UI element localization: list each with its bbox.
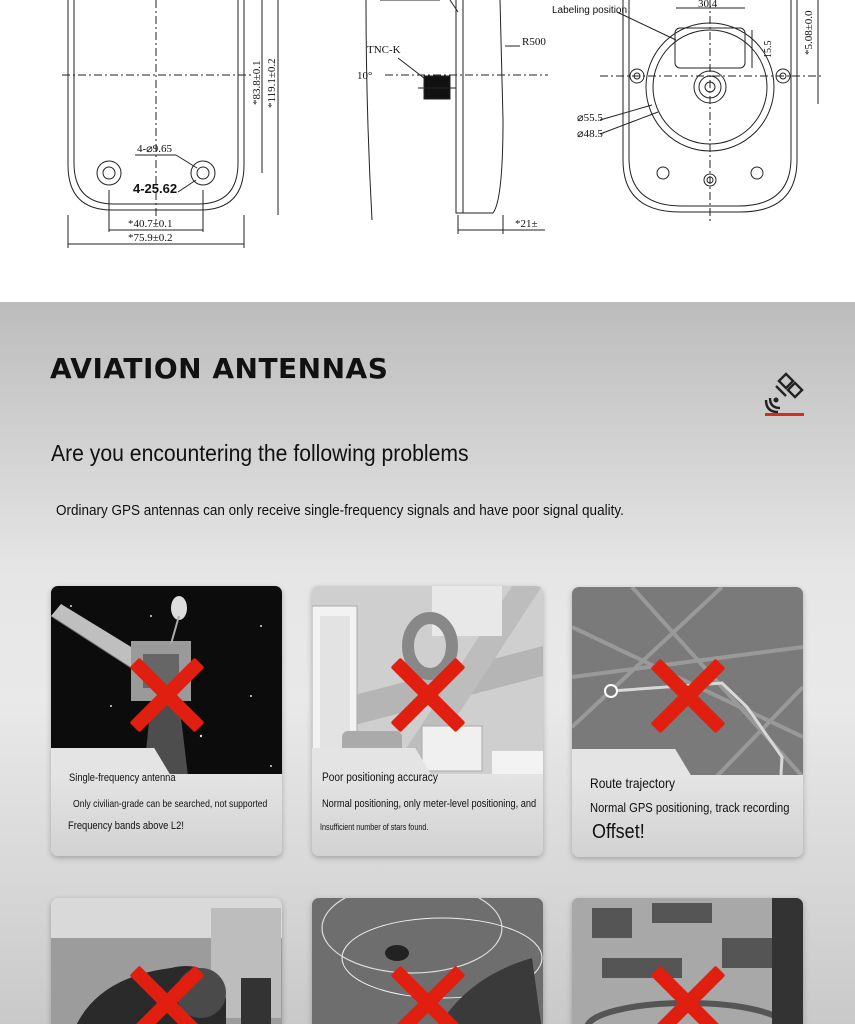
intro-text: Ordinary GPS antennas can only receive single-frequency signals and have poor signal quality. [56,502,624,519]
problem-card-engineer [51,898,282,1024]
card-title: Poor positioning accuracy [322,772,438,784]
card-line-1: Only civilian-grade can be searched, not supported [73,798,268,810]
dia-55-5-label: ⌀55.5 [577,112,603,124]
dim-119-1: *119.1±0.2 [266,58,278,108]
card-title: Single-frequency antenna [69,772,176,784]
problem-card-route-trajectory [572,587,803,857]
hole-9-65-label: 4-⌀9.65 [137,143,173,155]
r500-label: R500 [522,36,546,48]
red-x-icon [388,654,468,734]
dimension-drawing [0,0,855,302]
dim-40-7: *40.7±0.1 [128,218,173,230]
angle-10-label: 10° [357,70,373,82]
problem-card-dish [312,898,543,1024]
dim-21: *21± [515,218,538,230]
red-x-icon [388,962,468,1024]
card-line-2: Insufficient number of stars found. [320,822,429,832]
dim-5-08: *5.08±0.0 [803,10,815,55]
card-line-2: Frequency bands above L2! [68,820,184,832]
section-title: AVIATION ANTENNAS [50,352,389,385]
tnc-k-label: TNC-K [367,44,401,56]
problems-heading: Are you encountering the following problems [51,440,469,466]
dim-15-5: 15.5 [763,40,774,58]
card-caption [51,774,282,856]
satellite-icon [764,372,804,416]
dim-75-9: *75.9±0.2 [128,232,173,244]
hole-25-62-label: 4-25.62 [133,181,178,196]
red-x-icon [648,655,728,735]
problem-card-circuit [572,898,803,1024]
dia-48-5-label: ⌀48.5 [577,128,603,140]
card-caption [312,774,543,856]
card-line-2: Offset! [592,821,645,843]
card-line-1: Normal positioning, only meter-level positioning, and [322,798,537,810]
card-line-1: Normal GPS positioning, track recording [590,800,790,815]
labeling-position-label: Labeling position [552,5,628,16]
technical-drawing [0,0,855,302]
dim-30-4: 30.4 [698,0,718,10]
title-underline [765,413,804,416]
card-caption [572,775,803,857]
card-title: Route trajectory [590,775,675,791]
problem-card-positioning-accuracy [312,586,543,856]
problems-section [0,302,855,1024]
red-x-icon [127,654,207,734]
red-x-icon [127,962,207,1024]
problem-card-single-frequency [51,586,282,856]
red-x-icon [648,962,728,1024]
dim-83-8: *83.8±0.1 [251,60,263,105]
